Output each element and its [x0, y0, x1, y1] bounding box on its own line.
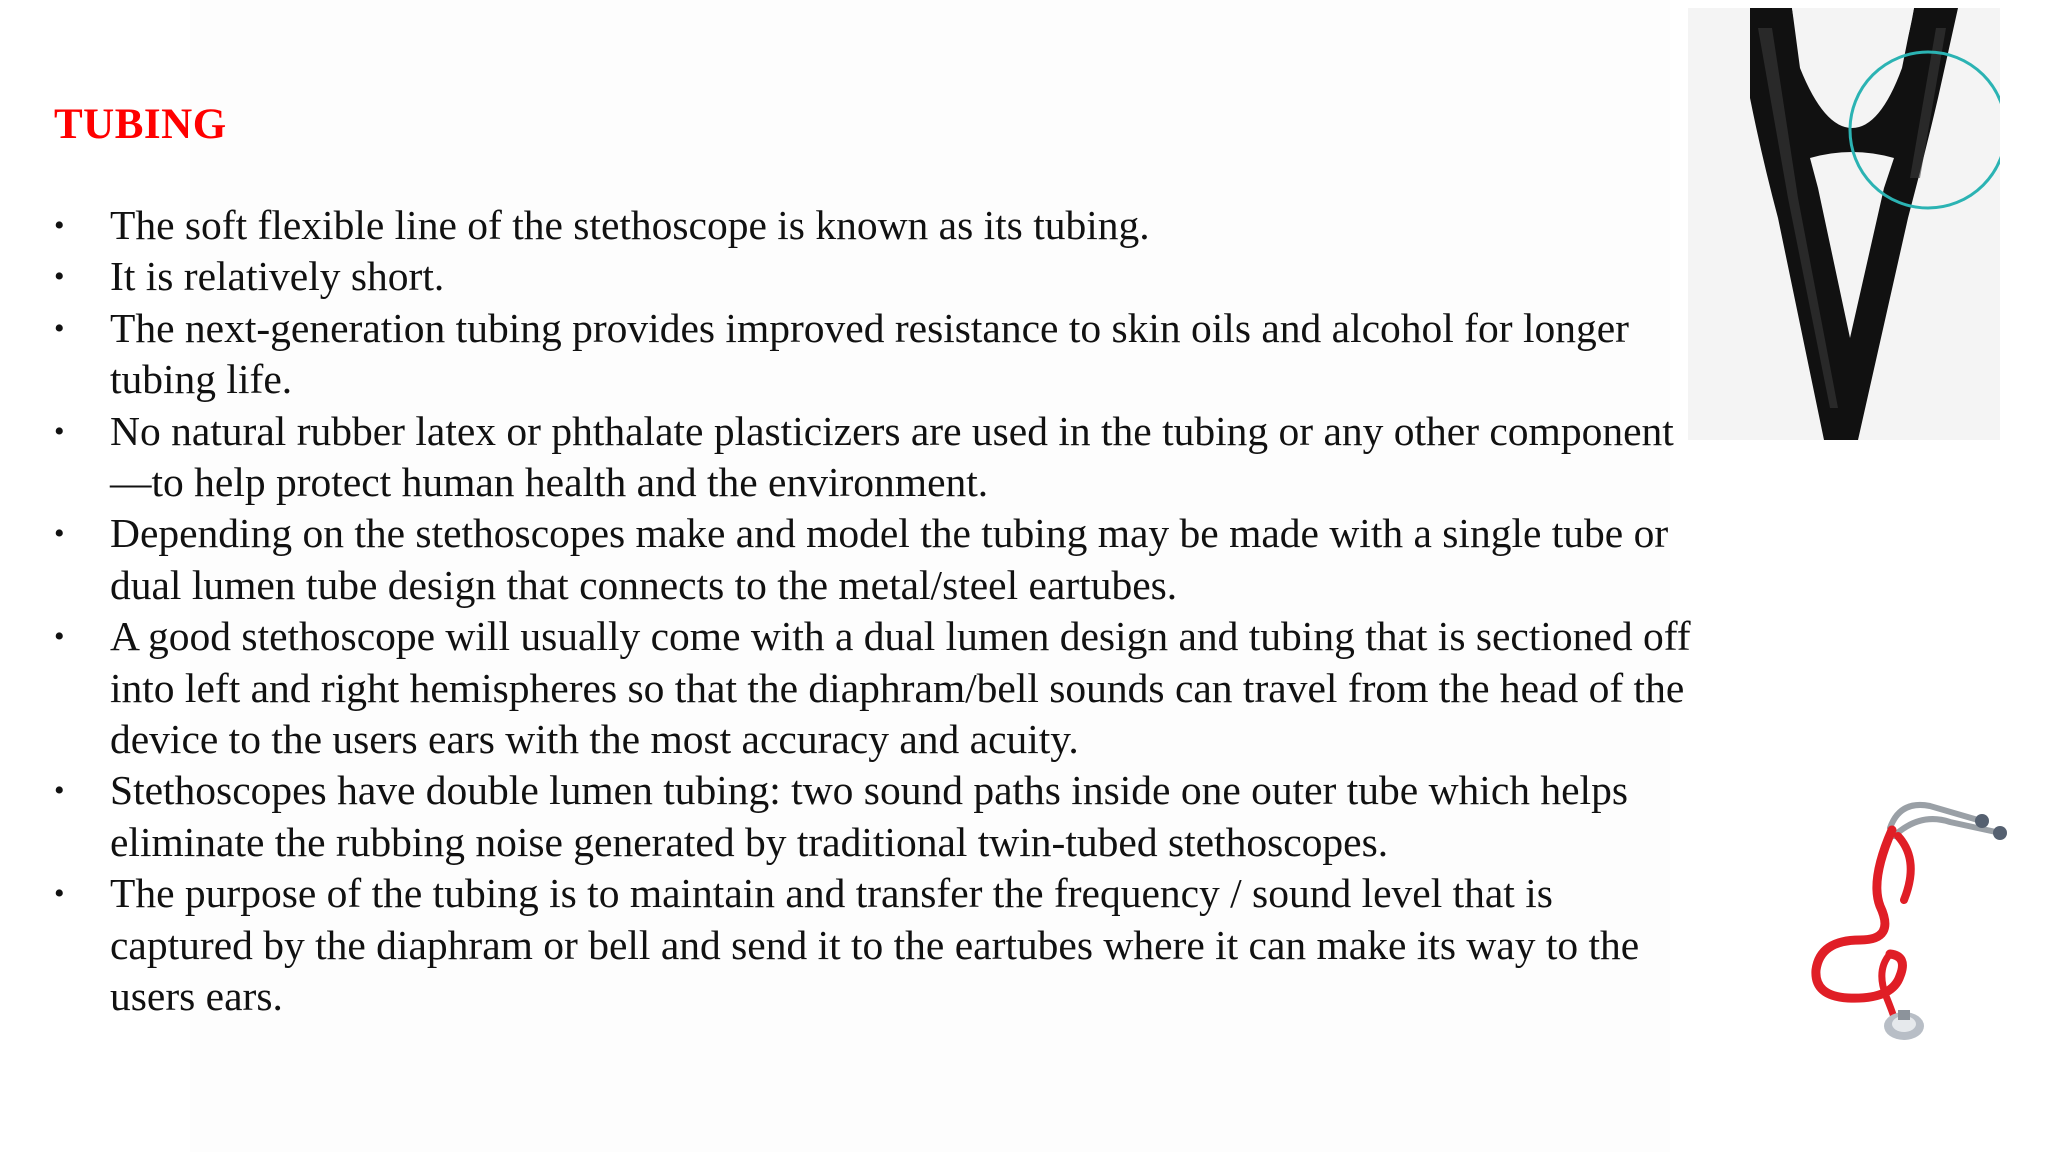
bullet-text: No natural rubber latex or phthalate plasticizers are used in the tubing or any other component—to help protect human health and the environment.: [110, 407, 1674, 506]
bullet-item: [54, 765, 1694, 868]
bullet-text: The soft flexible line of the stethoscope is known as its tubing.: [110, 202, 1150, 248]
bullet-marker: •: [54, 209, 65, 242]
bullet-text: Stethoscopes have double lumen tubing: two sound paths inside one outer tube which helps eliminate the rubbing noise generated by traditional twin-tubed stethoscopes.: [110, 767, 1628, 865]
bullet-item: [54, 406, 1694, 509]
bullet-item: [54, 868, 1694, 1022]
tubing-closeup-image: [1688, 8, 2000, 440]
bullet-text: Depending on the stethoscopes make and model the tubing may be made with a single tube or dual lumen tube design that connects to the metal/steel eartubes.: [110, 510, 1669, 608]
bullet-text: The purpose of the tubing is to maintain and transfer the frequency / sound level that is captured by the diaphram or bell and send it to the eartubes where it can make its way to the users ears.: [110, 870, 1640, 1020]
bullet-list: [54, 200, 1694, 1023]
bullet-text: The next-generation tubing provides improved resistance to skin oils and alcohol for longer tubing life.: [110, 304, 1629, 403]
slide-title: TUBING: [54, 101, 227, 148]
bullet-marker: •: [54, 414, 65, 448]
bullet-item: [54, 251, 1694, 302]
bullet-marker: •: [54, 774, 65, 808]
bullet-item: [54, 303, 1694, 406]
bullet-item: [54, 611, 1694, 765]
bullet-marker: •: [54, 877, 65, 911]
bullet-item: [54, 508, 1694, 611]
bullet-text: A good stethoscope will usually come with a dual lumen design and tubing that is sectioned off into left and right hemispheres so that the diaphram/bell sounds can travel from the head of the device to the users ears with the most accuracy and acuity.: [110, 613, 1691, 763]
bullet-marker: •: [54, 517, 65, 551]
bullet-marker: •: [54, 260, 65, 294]
bullet-text: It is relatively short.: [110, 253, 445, 300]
red-stethoscope-image: [1800, 790, 2016, 1046]
bullet-marker: •: [54, 620, 65, 654]
bullet-marker: •: [54, 311, 65, 345]
bullet-item: [54, 200, 1694, 251]
